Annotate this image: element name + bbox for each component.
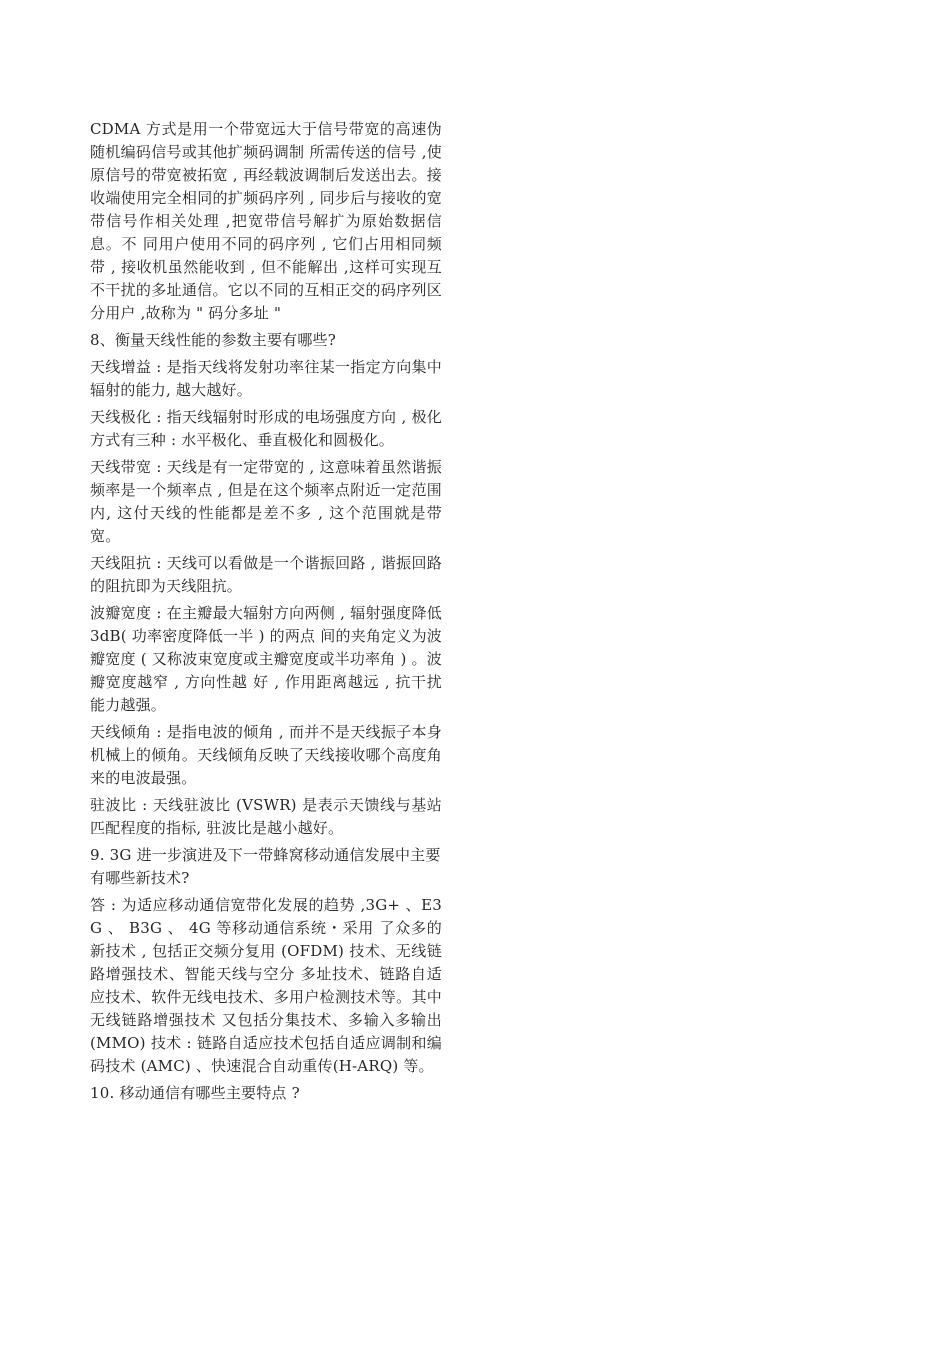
antenna-bandwidth-paragraph: 天线带宽 : 天线是有一定带宽的 , 这意味着虽然谐振频率是一个频率点 , 但是在这个频率点附近一定范围内, 这付天线的性能都是差不多 , 这个范围就是带宽。	[90, 458, 442, 545]
antenna-tilt-paragraph: 天线倾角 : 是指电波的倾角 , 而并不是天线振子本身机械上的倾角。天线倾角反映了天线接收哪个高度角来的电波最强。	[90, 723, 442, 787]
question-10-heading: 10. 移动通信有哪些主要特点 ?	[90, 1084, 300, 1102]
antenna-gain-paragraph: 天线增益 : 是指天线将发射功率往某一指定方向集中辐射的能力, 越大越好。	[90, 358, 442, 399]
question-9-heading: 9. 3G 进一步演进及下一带蜂窝移动通信发展中主要有哪些新技术?	[90, 846, 441, 887]
vswr-paragraph: 驻波比 : 天线驻波比 (VSWR) 是表示天馈线与基站匹配程度的指标, 驻波比是越小越好。	[90, 796, 442, 837]
antenna-impedance-paragraph: 天线阻抗 : 天线可以看做是一个谐振回路 , 谐振回路的阻抗即为天线阻抗。	[90, 554, 442, 595]
antenna-polarization-paragraph: 天线极化 : 指天线辐射时形成的电场强度方向 , 极化方式有三种 : 水平极化、垂直极化和圆极化。	[90, 408, 442, 449]
cdma-paragraph: CDMA 方式是用一个带宽远大于信号带宽的高速伪随机编码信号或其他扩频码调制 所需传送的信号 ,使原信号的带宽被拓宽 , 再经载波调制后发送出去。接收端使用完全相同的扩频码序列 , 同步后与接收的宽带信号作相关处理 ,把宽带信号解扩为原始数据信息。不 同用户使用不同的码序列 , 它们占用相同频带 , 接收机虽然能收到 , 但不能解出 ,这样可实现互不干扰的多址通信。它以不同的互相正交的码序列区分用户 ,故称为 " 码分多址 "	[90, 120, 442, 322]
answer-9-paragraph: 答 : 为适应移动通信宽带化发展的趋势 ,3G+ 、E3G 、 B3G 、 4G 等移动通信系统・采用 了众多的新技术 , 包括正交频分复用 (OFDM) 技术、无线链路增强技术、智能天线与空分 多址技术、链路自适应技术、软件无线电技术、多用户检测技术等。其中无线链路增强技术 又包括分集技术、多输入多输出 (MMO) 技术 : 链路自适应技术包括自适应调制和编码技术 (AMC) 、快速混合自动重传(H-ARQ) 等。	[90, 896, 442, 1075]
beamwidth-paragraph: 波瓣宽度 : 在主瓣最大辐射方向两侧 , 辐射强度降低 3dB( 功率密度降低一半 ) 的两点 间的夹角定义为波瓣宽度 ( 又称波束宽度或主瓣宽度或半功率角 ) 。波瓣宽度越窄 , 方向性越 好 , 作用距离越远 , 抗干扰能力越强。	[90, 604, 442, 714]
document-body	[90, 118, 442, 1109]
question-8-heading: 8、衡量天线性能的参数主要有哪些?	[90, 331, 336, 349]
